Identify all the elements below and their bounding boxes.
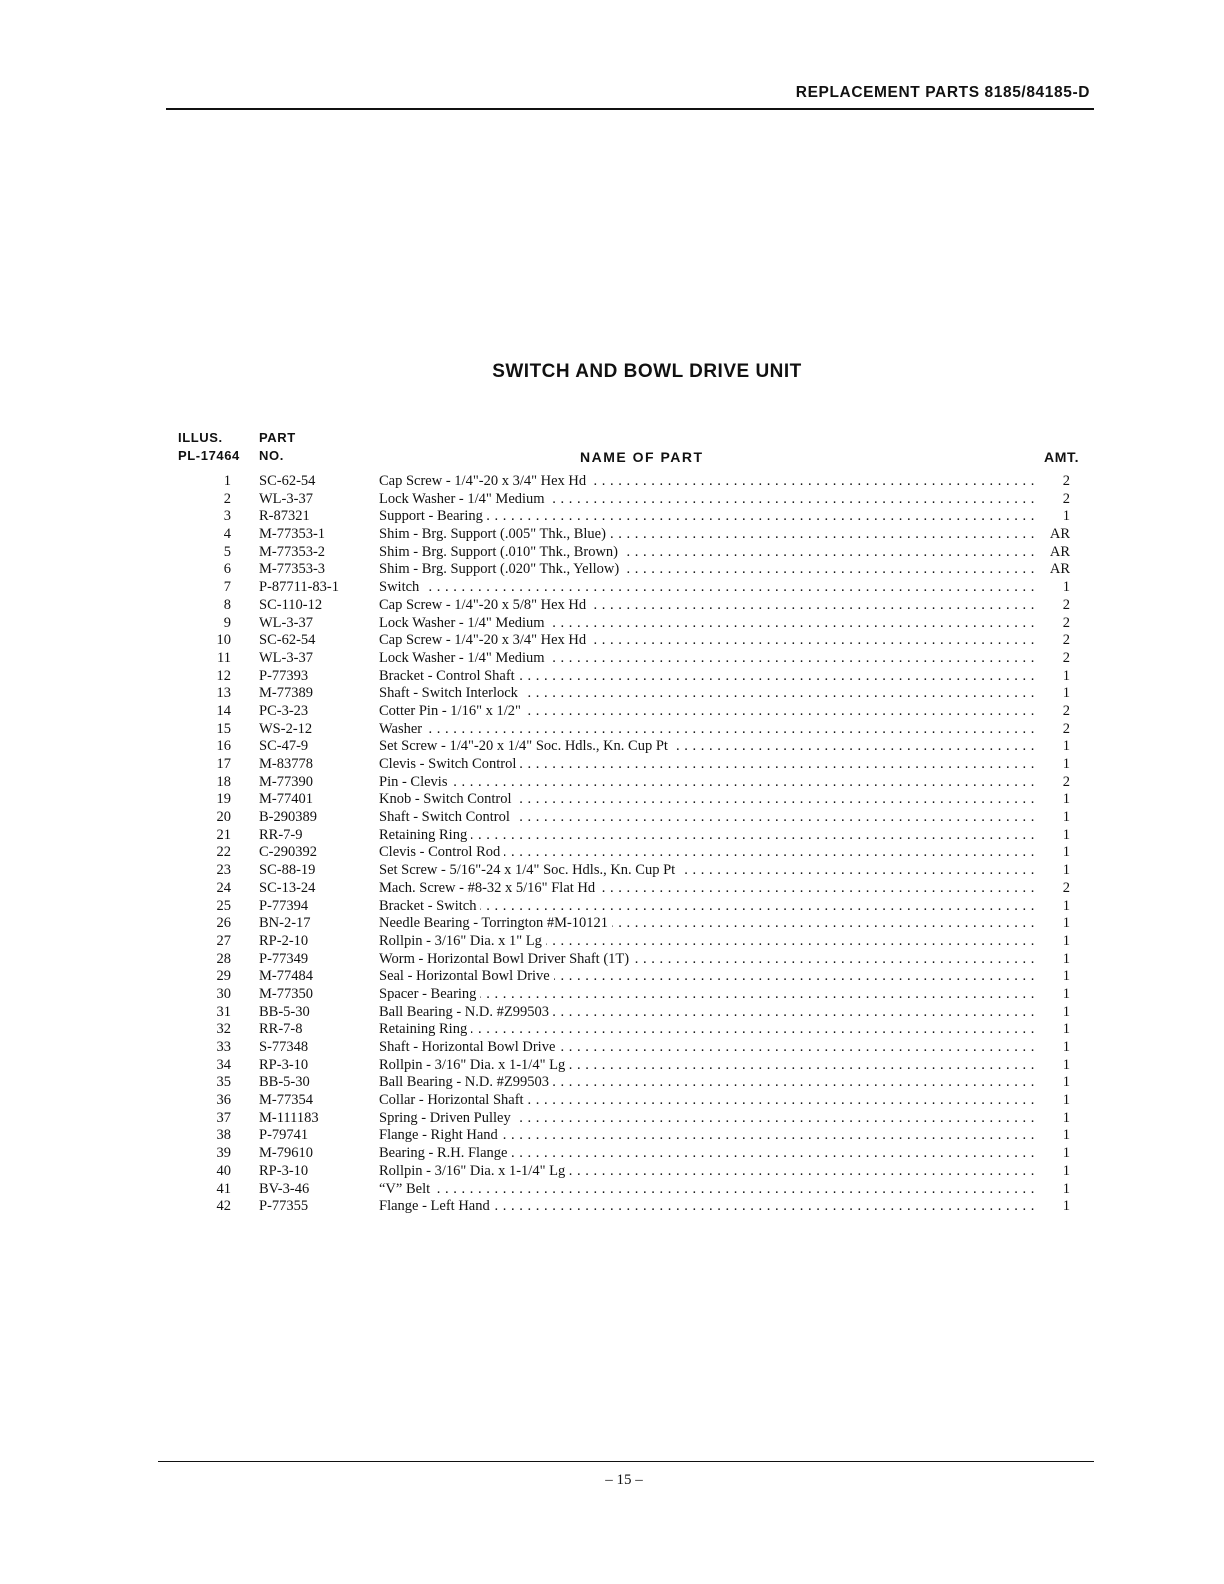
part-amount: 1 xyxy=(1062,1109,1070,1126)
table-row xyxy=(0,491,1224,509)
part-name-text: Pin - Clevis xyxy=(379,774,451,790)
part-number: C-290392 xyxy=(259,844,317,861)
part-name-text: Set Screw - 5/16"-24 x 1/4" Soc. Hdls., Kn. Cup Pt xyxy=(379,862,679,878)
part-number: RP-3-10 xyxy=(259,1056,309,1073)
part-number: P-77349 xyxy=(259,950,309,967)
part-name-text: Ball Bearing - N.D. #Z99503 xyxy=(379,1074,553,1090)
part-number: RP-3-10 xyxy=(259,1162,309,1179)
part-name xyxy=(379,774,1035,792)
part-number: BN-2-17 xyxy=(259,915,311,932)
illus-number: 40 xyxy=(216,1162,231,1179)
part-name xyxy=(379,1198,1035,1216)
table-row xyxy=(0,632,1224,650)
part-number: M-77389 xyxy=(259,685,313,702)
part-number: P-77394 xyxy=(259,897,309,914)
table-row xyxy=(0,915,1224,933)
part-name xyxy=(379,1074,1035,1092)
part-name xyxy=(379,1181,1035,1199)
part-number: SC-62-54 xyxy=(259,473,316,489)
part-number: M-111183 xyxy=(259,1109,319,1126)
part-amount: 1 xyxy=(1062,738,1070,755)
part-amount: 2 xyxy=(1062,596,1070,613)
illus-number: 20 xyxy=(216,809,231,826)
part-amount: 1 xyxy=(1062,1074,1070,1091)
illus-number: 33 xyxy=(216,1039,231,1055)
part-amount: 2 xyxy=(1062,702,1070,719)
illus-number: 14 xyxy=(216,702,231,719)
part-number: SC-13-24 xyxy=(259,879,316,896)
part-name-text: Washer xyxy=(379,721,426,737)
part-amount: 1 xyxy=(1062,1003,1070,1020)
table-row xyxy=(0,1198,1224,1216)
document-header-title: REPLACEMENT PARTS 8185/84185-D xyxy=(795,84,1090,101)
illus-number: 16 xyxy=(216,738,231,755)
part-amount: 1 xyxy=(1062,809,1070,826)
part-number: WL-3-37 xyxy=(259,649,313,666)
part-name xyxy=(379,597,1035,615)
illus-number: 15 xyxy=(216,720,231,737)
part-name-text: Flange - Left Hand xyxy=(379,1198,494,1214)
part-number: B-290389 xyxy=(259,809,317,826)
illus-number: 42 xyxy=(216,1198,231,1215)
part-name xyxy=(379,668,1035,686)
table-row xyxy=(0,951,1224,969)
table-row xyxy=(0,862,1224,880)
part-name-text: Bracket - Switch xyxy=(379,898,480,914)
table-row xyxy=(0,1145,1224,1163)
column-header-illus xyxy=(178,429,240,465)
part-name-text: Flange - Right Hand xyxy=(379,1127,502,1143)
table-row xyxy=(0,1163,1224,1181)
illus-number: 30 xyxy=(216,985,231,1002)
part-number: P-77393 xyxy=(259,667,309,684)
part-amount: 2 xyxy=(1062,632,1070,649)
part-name xyxy=(379,986,1035,1004)
illus-number: 41 xyxy=(216,1180,231,1197)
part-name-text: Cap Screw - 1/4"-20 x 3/4" Hex Hd xyxy=(379,632,590,648)
part-name-text: Clevis - Control Rod xyxy=(379,844,504,860)
column-header-name-of-part: NAME OF PART xyxy=(580,449,704,465)
part-name xyxy=(379,650,1035,668)
part-number: BB-5-30 xyxy=(259,1074,310,1091)
part-name-text: Support - Bearing xyxy=(379,508,487,524)
part-name xyxy=(379,579,1035,597)
part-amount: 1 xyxy=(1062,756,1070,772)
illus-number: 35 xyxy=(216,1074,231,1091)
part-amount: 1 xyxy=(1062,1127,1070,1144)
table-row xyxy=(0,1074,1224,1092)
part-number: P-77355 xyxy=(259,1198,309,1215)
illus-number: 34 xyxy=(216,1056,231,1073)
illus-number: 13 xyxy=(216,685,231,702)
part-name xyxy=(379,1145,1035,1163)
part-amount: 1 xyxy=(1062,1092,1070,1109)
part-name xyxy=(379,809,1035,827)
part-name xyxy=(379,508,1035,526)
part-amount: AR xyxy=(1049,561,1070,578)
illus-number: 11 xyxy=(217,649,231,666)
table-row xyxy=(0,738,1224,756)
part-amount: 1 xyxy=(1062,968,1070,985)
part-name-text: Retaining Ring xyxy=(379,827,471,843)
table-row xyxy=(0,809,1224,827)
part-name xyxy=(379,951,1035,969)
part-name-text: Clevis - Switch Control xyxy=(379,756,520,772)
illus-number: 27 xyxy=(216,932,231,949)
table-row xyxy=(0,1039,1224,1057)
column-header-illus-line2: PL-17464 xyxy=(178,448,240,463)
part-number: S-77348 xyxy=(259,1039,309,1055)
part-name xyxy=(379,1039,1035,1057)
part-name-text: Cotter Pin - 1/16" x 1/2" xyxy=(379,703,525,719)
part-name-text: Switch xyxy=(379,579,423,595)
part-number: M-83778 xyxy=(259,756,313,772)
table-row xyxy=(0,1092,1224,1110)
part-name-text: Spring - Driven Pulley xyxy=(379,1110,515,1126)
part-name-text: Worm - Horizontal Bowl Driver Shaft (1T) xyxy=(379,951,633,967)
part-amount: 2 xyxy=(1062,473,1070,489)
part-name-text: Shim - Brg. Support (.020" Thk., Yellow) xyxy=(379,561,623,577)
part-amount: 2 xyxy=(1062,720,1070,737)
part-name xyxy=(379,1092,1035,1110)
part-number: SC-88-19 xyxy=(259,862,316,879)
illus-number: 29 xyxy=(216,968,231,985)
part-amount: AR xyxy=(1049,526,1070,543)
table-row xyxy=(0,827,1224,845)
part-name-text: Collar - Horizontal Shaft xyxy=(379,1092,528,1108)
part-number: P-79741 xyxy=(259,1127,309,1144)
part-name xyxy=(379,526,1035,544)
part-name xyxy=(379,561,1035,579)
part-number: RR-7-9 xyxy=(259,826,303,843)
column-header-part-line1: PART xyxy=(259,430,296,445)
illus-number: 3 xyxy=(223,508,231,525)
part-name xyxy=(379,862,1035,880)
illus-number: 37 xyxy=(216,1109,231,1126)
part-name-text: Needle Bearing - Torrington #M-10121 xyxy=(379,915,612,931)
part-name-text: Bearing - R.H. Flange xyxy=(379,1145,511,1161)
table-row xyxy=(0,986,1224,1004)
part-amount: 2 xyxy=(1062,773,1070,790)
illus-number: 9 xyxy=(223,614,231,631)
column-header-part-no xyxy=(259,429,296,465)
illus-number: 21 xyxy=(216,826,231,843)
footer-rule xyxy=(158,1461,1094,1462)
part-amount: 1 xyxy=(1062,862,1070,879)
part-name-text: Ball Bearing - N.D. #Z99503 xyxy=(379,1004,553,1020)
part-amount: 1 xyxy=(1062,985,1070,1002)
part-amount: 2 xyxy=(1062,614,1070,631)
part-number: PC-3-23 xyxy=(259,702,309,719)
part-name xyxy=(379,1163,1035,1181)
table-row xyxy=(0,1181,1224,1199)
part-number: P-87711-83-1 xyxy=(259,579,340,596)
part-number: M-77353-2 xyxy=(259,543,326,560)
part-amount: 2 xyxy=(1062,490,1070,507)
part-name xyxy=(379,1110,1035,1128)
part-name-text: Shaft - Horizontal Bowl Drive xyxy=(379,1039,559,1055)
part-amount: 1 xyxy=(1062,1021,1070,1038)
part-amount: 1 xyxy=(1062,1198,1070,1215)
part-name xyxy=(379,844,1035,862)
part-name-text: Knob - Switch Control xyxy=(379,791,516,807)
part-name xyxy=(379,685,1035,703)
page-number: – 15 – xyxy=(605,1472,643,1488)
table-row xyxy=(0,968,1224,986)
part-number: M-77354 xyxy=(259,1092,313,1109)
part-number: RP-2-10 xyxy=(259,932,309,949)
part-amount: 1 xyxy=(1062,1162,1070,1179)
part-amount: 1 xyxy=(1062,826,1070,843)
part-amount: 1 xyxy=(1062,844,1070,861)
table-row xyxy=(0,844,1224,862)
column-header-amt: AMT. xyxy=(1044,449,1080,465)
part-name-text: Rollpin - 3/16" Dia. x 1-1/4" Lg xyxy=(379,1163,569,1179)
table-row xyxy=(0,933,1224,951)
part-name-text: Lock Washer - 1/4" Medium xyxy=(379,615,549,631)
illus-number: 7 xyxy=(223,579,231,596)
part-name-text: Cap Screw - 1/4"-20 x 3/4" Hex Hd xyxy=(379,473,590,489)
illus-number: 28 xyxy=(216,950,231,967)
part-name xyxy=(379,738,1035,756)
part-number: WL-3-37 xyxy=(259,614,313,631)
illus-number: 39 xyxy=(216,1145,231,1162)
illus-number: 1 xyxy=(223,473,231,489)
part-name-text: Seal - Horizontal Bowl Drive xyxy=(379,968,554,984)
illus-number: 4 xyxy=(223,526,231,543)
part-name xyxy=(379,898,1035,916)
part-name-text: “V” Belt xyxy=(379,1181,434,1197)
table-row xyxy=(0,561,1224,579)
part-name-text: Rollpin - 3/16" Dia. x 1-1/4" Lg xyxy=(379,1057,569,1073)
part-number: M-77484 xyxy=(259,968,313,985)
part-amount: 2 xyxy=(1062,649,1070,666)
part-name-text: Cap Screw - 1/4"-20 x 5/8" Hex Hd xyxy=(379,597,590,613)
part-name xyxy=(379,1021,1035,1039)
part-amount: 1 xyxy=(1062,932,1070,949)
table-row xyxy=(0,544,1224,562)
table-row xyxy=(0,597,1224,615)
part-name xyxy=(379,615,1035,633)
illus-number: 26 xyxy=(216,915,231,932)
table-row xyxy=(0,774,1224,792)
part-name-text: Shim - Brg. Support (.010" Thk., Brown) xyxy=(379,544,622,560)
column-header-illus-line1: ILLUS. xyxy=(178,430,223,445)
part-name xyxy=(379,880,1035,898)
table-row xyxy=(0,756,1224,774)
table-row xyxy=(0,615,1224,633)
table-row xyxy=(0,1110,1224,1128)
part-amount: 1 xyxy=(1062,1145,1070,1162)
part-name-text: Shim - Brg. Support (.005" Thk., Blue) xyxy=(379,526,610,542)
part-name xyxy=(379,1004,1035,1022)
table-row xyxy=(0,650,1224,668)
part-name xyxy=(379,933,1035,951)
part-name xyxy=(379,756,1035,774)
part-name-text: Shaft - Switch Interlock xyxy=(379,685,522,701)
table-row xyxy=(0,668,1224,686)
illus-number: 8 xyxy=(223,596,231,613)
illus-number: 17 xyxy=(216,756,231,772)
illus-number: 22 xyxy=(216,844,231,861)
table-row xyxy=(0,1021,1224,1039)
part-number: SC-47-9 xyxy=(259,738,309,755)
table-row xyxy=(0,880,1224,898)
part-name xyxy=(379,473,1035,491)
parts-list xyxy=(0,473,1224,1216)
illus-number: 12 xyxy=(216,667,231,684)
part-number: M-79610 xyxy=(259,1145,313,1162)
illus-number: 2 xyxy=(223,490,231,507)
illus-number: 25 xyxy=(216,897,231,914)
part-name xyxy=(379,721,1035,739)
table-row xyxy=(0,791,1224,809)
illus-number: 36 xyxy=(216,1092,231,1109)
part-amount: 1 xyxy=(1062,791,1070,808)
part-name xyxy=(379,968,1035,986)
part-number: M-77390 xyxy=(259,773,313,790)
part-name xyxy=(379,915,1035,933)
part-number: M-77350 xyxy=(259,985,313,1002)
part-amount: 1 xyxy=(1062,915,1070,932)
part-name xyxy=(379,1127,1035,1145)
table-row xyxy=(0,703,1224,721)
illus-number: 38 xyxy=(216,1127,231,1144)
part-name xyxy=(379,632,1035,650)
illus-number: 18 xyxy=(216,773,231,790)
part-number: RR-7-8 xyxy=(259,1021,303,1038)
part-amount: 1 xyxy=(1062,950,1070,967)
part-name xyxy=(379,827,1035,845)
part-name-text: Shaft - Switch Control xyxy=(379,809,514,825)
part-number: SC-110-12 xyxy=(259,596,323,613)
part-name-text: Lock Washer - 1/4" Medium xyxy=(379,650,549,666)
part-amount: 1 xyxy=(1062,1180,1070,1197)
table-row xyxy=(0,1057,1224,1075)
part-amount: 1 xyxy=(1062,579,1070,596)
table-row xyxy=(0,579,1224,597)
table-row xyxy=(0,1004,1224,1022)
part-name xyxy=(379,703,1035,721)
table-row xyxy=(0,526,1224,544)
part-name xyxy=(379,491,1035,509)
part-number: BB-5-30 xyxy=(259,1003,310,1020)
table-row xyxy=(0,508,1224,526)
illus-number: 32 xyxy=(216,1021,231,1038)
section-title: SWITCH AND BOWL DRIVE UNIT xyxy=(492,361,802,382)
table-row xyxy=(0,721,1224,739)
part-amount: 1 xyxy=(1062,1056,1070,1073)
illus-number: 5 xyxy=(223,543,231,560)
part-number: M-77353-3 xyxy=(259,561,326,578)
part-name-text: Mach. Screw - #8-32 x 5/16" Flat Hd xyxy=(379,880,599,896)
part-number: WL-3-37 xyxy=(259,490,313,507)
table-row xyxy=(0,1127,1224,1145)
illus-number: 10 xyxy=(216,632,231,649)
part-amount: 1 xyxy=(1062,667,1070,684)
part-name xyxy=(379,544,1035,562)
illus-number: 19 xyxy=(216,791,231,808)
part-number: WS-2-12 xyxy=(259,720,313,737)
illus-number: 31 xyxy=(216,1003,231,1020)
part-name-text: Rollpin - 3/16" Dia. x 1" Lg xyxy=(379,933,546,949)
part-name-text: Spacer - Bearing xyxy=(379,986,480,1002)
table-row xyxy=(0,685,1224,703)
part-name xyxy=(379,791,1035,809)
part-number: SC-62-54 xyxy=(259,632,316,649)
part-amount: 2 xyxy=(1062,879,1070,896)
column-header-part-line2: NO. xyxy=(259,448,284,463)
header-rule xyxy=(166,108,1094,110)
part-name-text: Set Screw - 1/4"-20 x 1/4" Soc. Hdls., Kn. Cup Pt xyxy=(379,738,672,754)
part-number: M-77401 xyxy=(259,791,313,808)
part-number: R-87321 xyxy=(259,508,310,525)
part-name xyxy=(379,1057,1035,1075)
table-row xyxy=(0,898,1224,916)
illus-number: 6 xyxy=(223,561,231,578)
part-name-text: Bracket - Control Shaft xyxy=(379,668,519,684)
table-row xyxy=(0,473,1224,491)
part-amount: 1 xyxy=(1062,1039,1070,1055)
illus-number: 23 xyxy=(216,862,231,879)
part-amount: AR xyxy=(1049,543,1070,560)
part-amount: 1 xyxy=(1062,685,1070,702)
part-name-text: Retaining Ring xyxy=(379,1021,471,1037)
part-number: BV-3-46 xyxy=(259,1180,310,1197)
illus-number: 24 xyxy=(216,879,231,896)
part-name-text: Lock Washer - 1/4" Medium xyxy=(379,491,549,507)
part-amount: 1 xyxy=(1062,508,1070,525)
part-amount: 1 xyxy=(1062,897,1070,914)
part-number: M-77353-1 xyxy=(259,526,326,543)
